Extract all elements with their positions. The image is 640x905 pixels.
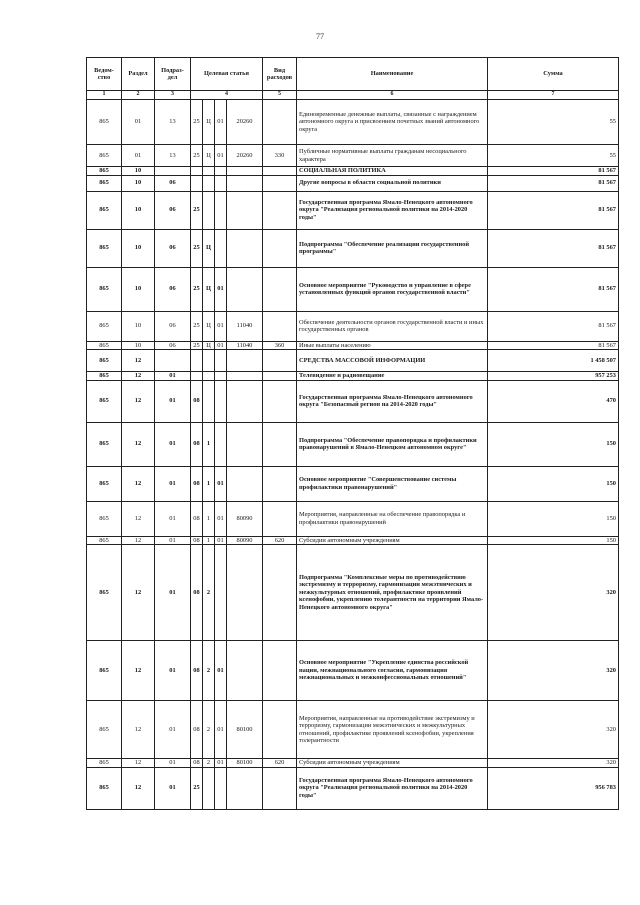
target-activity-cell (215, 350, 227, 372)
subsection-cell: 01 (155, 380, 191, 422)
section-cell: 12 (122, 759, 155, 768)
budget-table (86, 57, 619, 810)
ministry-cell: 865 (87, 422, 122, 466)
table-row (87, 641, 619, 701)
table-row (87, 100, 619, 145)
target-program-cell: 25 (191, 267, 203, 311)
col-number: 7 (488, 91, 619, 100)
expense-type-cell: 620 (263, 759, 297, 768)
section-cell: 12 (122, 641, 155, 701)
name-cell: Иные выплаты населению (297, 341, 488, 350)
section-cell: 12 (122, 701, 155, 759)
section-cell: 10 (122, 341, 155, 350)
ministry-cell: 865 (87, 191, 122, 229)
table-row (87, 536, 619, 545)
sum-cell: 320 (488, 701, 619, 759)
target-program-cell: 25 (191, 100, 203, 145)
subsection-cell: 13 (155, 100, 191, 145)
section-cell: 12 (122, 545, 155, 641)
target-direction-cell (227, 767, 263, 809)
section-cell: 10 (122, 191, 155, 229)
header-sum: Сумма (488, 58, 619, 91)
col-number: 4 (191, 91, 263, 100)
subsection-cell: 01 (155, 701, 191, 759)
ministry-cell: 865 (87, 380, 122, 422)
target-subprogram-cell: 1 (203, 466, 215, 501)
name-cell: Государственная программа Ямало-Ненецкого автономного округа "Реализация региональной политики на 2014-2020 годы" (297, 191, 488, 229)
ministry-cell: 865 (87, 536, 122, 545)
section-cell: 10 (122, 311, 155, 341)
ministry-cell: 865 (87, 175, 122, 191)
sum-cell: 81 567 (488, 341, 619, 350)
table-row (87, 545, 619, 641)
target-direction-cell: 11040 (227, 341, 263, 350)
target-direction-cell: 11040 (227, 311, 263, 341)
target-program-cell: 25 (191, 145, 203, 167)
subsection-cell (155, 167, 191, 176)
table-row (87, 380, 619, 422)
target-direction-cell: 20260 (227, 145, 263, 167)
sum-cell: 320 (488, 545, 619, 641)
ministry-cell: 865 (87, 167, 122, 176)
target-activity-cell: 01 (215, 501, 227, 536)
target-program-cell: 25 (191, 767, 203, 809)
section-cell: 10 (122, 167, 155, 176)
sum-cell: 470 (488, 380, 619, 422)
subsection-cell: 01 (155, 422, 191, 466)
target-subprogram-cell: 1 (203, 501, 215, 536)
col-number: 5 (263, 91, 297, 100)
name-cell: Основное мероприятие "Совершенствование системы профилактики правонарушений" (297, 466, 488, 501)
name-cell: Подпрограмма "Обеспечение правопорядка и профилактики правонарушений в Ямало-Ненецком автономном округе" (297, 422, 488, 466)
subsection-cell: 06 (155, 175, 191, 191)
target-subprogram-cell (203, 175, 215, 191)
target-subprogram-cell: 1 (203, 536, 215, 545)
sum-cell: 150 (488, 422, 619, 466)
target-subprogram-cell: 2 (203, 759, 215, 768)
name-cell: Субсидии автономным учреждениям (297, 759, 488, 768)
target-program-cell: 08 (191, 759, 203, 768)
sum-cell: 81 567 (488, 311, 619, 341)
header-ministry: Ведом-ство (87, 58, 122, 91)
name-cell: Государственная программа Ямало-Ненецкого автономного округа "Реализация региональной политики на 2014-2020 годы" (297, 767, 488, 809)
table-row (87, 372, 619, 381)
sum-cell: 55 (488, 145, 619, 167)
name-cell: Телевидение и радиовещание (297, 372, 488, 381)
target-activity-cell (215, 191, 227, 229)
table-body (87, 100, 619, 810)
expense-type-cell (263, 422, 297, 466)
name-cell: Основное мероприятие "Укрепление единства российской нации, межнационального согласия, гармонизация межнациональных и межконфессиональных отношений" (297, 641, 488, 701)
section-cell: 12 (122, 372, 155, 381)
target-program-cell (191, 372, 203, 381)
name-cell: Мероприятия, направленные на обеспечение правопорядка и профилактики правонарушений (297, 501, 488, 536)
sum-cell: 81 567 (488, 191, 619, 229)
ministry-cell: 865 (87, 466, 122, 501)
target-program-cell (191, 350, 203, 372)
col-number: 2 (122, 91, 155, 100)
name-cell: Мероприятия, направленные на противодействие экстремизму и терроризму, гармонизации межэтнических и межкультурных отношений, профилактике проявлений ксенофобии, укрепления толерантности (297, 701, 488, 759)
subsection-cell: 06 (155, 311, 191, 341)
target-activity-cell: 01 (215, 701, 227, 759)
target-activity-cell (215, 175, 227, 191)
table-row (87, 466, 619, 501)
header-expense-type: Вид расходов (263, 58, 297, 91)
expense-type-cell (263, 167, 297, 176)
subsection-cell: 13 (155, 145, 191, 167)
ministry-cell: 865 (87, 145, 122, 167)
expense-type-cell: 330 (263, 145, 297, 167)
subsection-cell: 01 (155, 372, 191, 381)
target-program-cell (191, 175, 203, 191)
target-direction-cell (227, 422, 263, 466)
sum-cell: 81 567 (488, 229, 619, 267)
target-activity-cell: 01 (215, 267, 227, 311)
name-cell: Основное мероприятие "Руководство и управление в сфере установленных функций органов государственной власти" (297, 267, 488, 311)
ministry-cell: 865 (87, 767, 122, 809)
target-subprogram-cell: 2 (203, 545, 215, 641)
subsection-cell: 01 (155, 759, 191, 768)
ministry-cell: 865 (87, 229, 122, 267)
subsection-cell: 06 (155, 267, 191, 311)
subsection-cell: 06 (155, 229, 191, 267)
section-cell: 01 (122, 145, 155, 167)
ministry-cell: 865 (87, 267, 122, 311)
table-row (87, 191, 619, 229)
name-cell: Подпрограмма "Комплексные меры по противодействию экстремизму и терроризму, гармонизации межэтнических и межкультурных отношений, профилактике проявлений ксенофобии, укреплению толерантности на территории Ямало-Ненецкого автономного округа" (297, 545, 488, 641)
target-activity-cell (215, 422, 227, 466)
target-subprogram-cell: Ц (203, 341, 215, 350)
header-row (87, 58, 619, 91)
target-activity-cell (215, 229, 227, 267)
header-target-article: Целевая статья (191, 58, 263, 91)
target-subprogram-cell: 2 (203, 641, 215, 701)
table-row (87, 422, 619, 466)
header-name: Наименование (297, 58, 488, 91)
sum-cell: 150 (488, 536, 619, 545)
target-activity-cell (215, 380, 227, 422)
ministry-cell: 865 (87, 759, 122, 768)
table-row (87, 229, 619, 267)
section-cell: 12 (122, 767, 155, 809)
subsection-cell: 06 (155, 191, 191, 229)
expense-type-cell (263, 701, 297, 759)
target-direction-cell (227, 380, 263, 422)
sum-cell: 957 253 (488, 372, 619, 381)
target-direction-cell (227, 545, 263, 641)
section-cell: 01 (122, 100, 155, 145)
sum-cell: 320 (488, 759, 619, 768)
expense-type-cell (263, 380, 297, 422)
target-activity-cell (215, 767, 227, 809)
target-direction-cell (227, 372, 263, 381)
sum-cell: 150 (488, 501, 619, 536)
target-program-cell: 25 (191, 191, 203, 229)
target-activity-cell (215, 167, 227, 176)
target-direction-cell: 80100 (227, 701, 263, 759)
name-cell: Другие вопросы в области социальной политики (297, 175, 488, 191)
header-section: Раздел (122, 58, 155, 91)
name-cell: Субсидии автономным учреждениям (297, 536, 488, 545)
target-subprogram-cell: 1 (203, 422, 215, 466)
target-direction-cell (227, 191, 263, 229)
sum-cell: 150 (488, 466, 619, 501)
table-row (87, 145, 619, 167)
target-subprogram-cell: Ц (203, 311, 215, 341)
target-program-cell: 08 (191, 501, 203, 536)
expense-type-cell (263, 311, 297, 341)
table-row (87, 759, 619, 768)
target-subprogram-cell: 2 (203, 701, 215, 759)
table-row (87, 767, 619, 809)
target-direction-cell: 80090 (227, 536, 263, 545)
target-program-cell: 08 (191, 641, 203, 701)
target-activity-cell: 01 (215, 466, 227, 501)
target-direction-cell (227, 229, 263, 267)
target-program-cell (191, 167, 203, 176)
sum-cell: 55 (488, 100, 619, 145)
ministry-cell: 865 (87, 701, 122, 759)
ministry-cell: 865 (87, 350, 122, 372)
target-direction-cell: 20260 (227, 100, 263, 145)
target-subprogram-cell (203, 767, 215, 809)
table-row (87, 701, 619, 759)
subsection-cell: 01 (155, 466, 191, 501)
name-cell: Публичные нормативные выплаты гражданам несоциального характера (297, 145, 488, 167)
target-subprogram-cell: Ц (203, 145, 215, 167)
subsection-cell: 01 (155, 545, 191, 641)
subsection-cell: 01 (155, 641, 191, 701)
name-cell: Единовременные денежные выплаты, связанные с награждением автономного округа и присвоением почетных званий автономного округа (297, 100, 488, 145)
name-cell: СРЕДСТВА МАССОВОЙ ИНФОРМАЦИИ (297, 350, 488, 372)
subsection-cell: 06 (155, 341, 191, 350)
header-subsection: Подраз-дел (155, 58, 191, 91)
target-program-cell: 08 (191, 545, 203, 641)
name-cell: Обеспечение деятельности органов государственной власти и иных государственных органов (297, 311, 488, 341)
sum-cell: 81 567 (488, 175, 619, 191)
section-cell: 12 (122, 466, 155, 501)
expense-type-cell (263, 191, 297, 229)
target-program-cell: 08 (191, 466, 203, 501)
target-program-cell: 08 (191, 380, 203, 422)
subsection-cell: 01 (155, 536, 191, 545)
target-activity-cell (215, 372, 227, 381)
target-program-cell: 25 (191, 311, 203, 341)
expense-type-cell (263, 175, 297, 191)
expense-type-cell (263, 501, 297, 536)
target-direction-cell: 80100 (227, 759, 263, 768)
table-row (87, 311, 619, 341)
ministry-cell: 865 (87, 372, 122, 381)
target-program-cell: 08 (191, 701, 203, 759)
expense-type-cell (263, 229, 297, 267)
target-activity-cell: 01 (215, 311, 227, 341)
section-cell: 12 (122, 422, 155, 466)
name-cell: СОЦИАЛЬНАЯ ПОЛИТИКА (297, 167, 488, 176)
table-row (87, 167, 619, 176)
expense-type-cell (263, 641, 297, 701)
sum-cell: 81 567 (488, 167, 619, 176)
target-subprogram-cell (203, 380, 215, 422)
name-cell: Государственная программа Ямало-Ненецкого автономного округа "Безопасный регион на 2014-2020 годы" (297, 380, 488, 422)
ministry-cell: 865 (87, 641, 122, 701)
ministry-cell: 865 (87, 100, 122, 145)
target-direction-cell (227, 641, 263, 701)
target-activity-cell: 01 (215, 759, 227, 768)
target-activity-cell (215, 545, 227, 641)
ministry-cell: 865 (87, 501, 122, 536)
target-activity-cell: 01 (215, 641, 227, 701)
expense-type-cell (263, 466, 297, 501)
name-cell: Подпрограмма "Обеспечение реализации государственной программы" (297, 229, 488, 267)
target-direction-cell (227, 350, 263, 372)
section-cell: 10 (122, 267, 155, 311)
expense-type-cell (263, 545, 297, 641)
target-program-cell: 25 (191, 229, 203, 267)
section-cell: 12 (122, 350, 155, 372)
section-cell: 12 (122, 536, 155, 545)
expense-type-cell: 620 (263, 536, 297, 545)
target-program-cell: 08 (191, 536, 203, 545)
target-direction-cell (227, 267, 263, 311)
target-subprogram-cell: Ц (203, 229, 215, 267)
ministry-cell: 865 (87, 545, 122, 641)
target-program-cell: 25 (191, 341, 203, 350)
ministry-cell: 865 (87, 311, 122, 341)
col-number: 3 (155, 91, 191, 100)
table-row (87, 175, 619, 191)
page-number: 77 (316, 32, 324, 41)
section-cell: 10 (122, 175, 155, 191)
target-subprogram-cell: Ц (203, 100, 215, 145)
section-cell: 10 (122, 229, 155, 267)
subsection-cell (155, 350, 191, 372)
target-direction-cell (227, 466, 263, 501)
table-row (87, 267, 619, 311)
expense-type-cell (263, 100, 297, 145)
target-subprogram-cell (203, 191, 215, 229)
expense-type-cell (263, 372, 297, 381)
section-cell: 12 (122, 380, 155, 422)
col-number: 6 (297, 91, 488, 100)
target-direction-cell (227, 167, 263, 176)
target-activity-cell: 01 (215, 536, 227, 545)
target-activity-cell: 01 (215, 100, 227, 145)
sum-cell: 1 458 507 (488, 350, 619, 372)
target-direction-cell (227, 175, 263, 191)
target-activity-cell: 01 (215, 341, 227, 350)
table-row (87, 341, 619, 350)
target-subprogram-cell (203, 350, 215, 372)
target-activity-cell: 01 (215, 145, 227, 167)
ministry-cell: 865 (87, 341, 122, 350)
expense-type-cell (263, 350, 297, 372)
target-subprogram-cell (203, 372, 215, 381)
target-subprogram-cell: Ц (203, 267, 215, 311)
table-row (87, 350, 619, 372)
section-cell: 12 (122, 501, 155, 536)
target-subprogram-cell (203, 167, 215, 176)
col-number: 1 (87, 91, 122, 100)
expense-type-cell: 360 (263, 341, 297, 350)
target-direction-cell: 80090 (227, 501, 263, 536)
expense-type-cell (263, 267, 297, 311)
subsection-cell: 01 (155, 767, 191, 809)
table-row (87, 501, 619, 536)
expense-type-cell (263, 767, 297, 809)
subsection-cell: 01 (155, 501, 191, 536)
column-number-row (87, 91, 619, 100)
sum-cell: 320 (488, 641, 619, 701)
sum-cell: 956 783 (488, 767, 619, 809)
sum-cell: 81 567 (488, 267, 619, 311)
target-program-cell: 08 (191, 422, 203, 466)
